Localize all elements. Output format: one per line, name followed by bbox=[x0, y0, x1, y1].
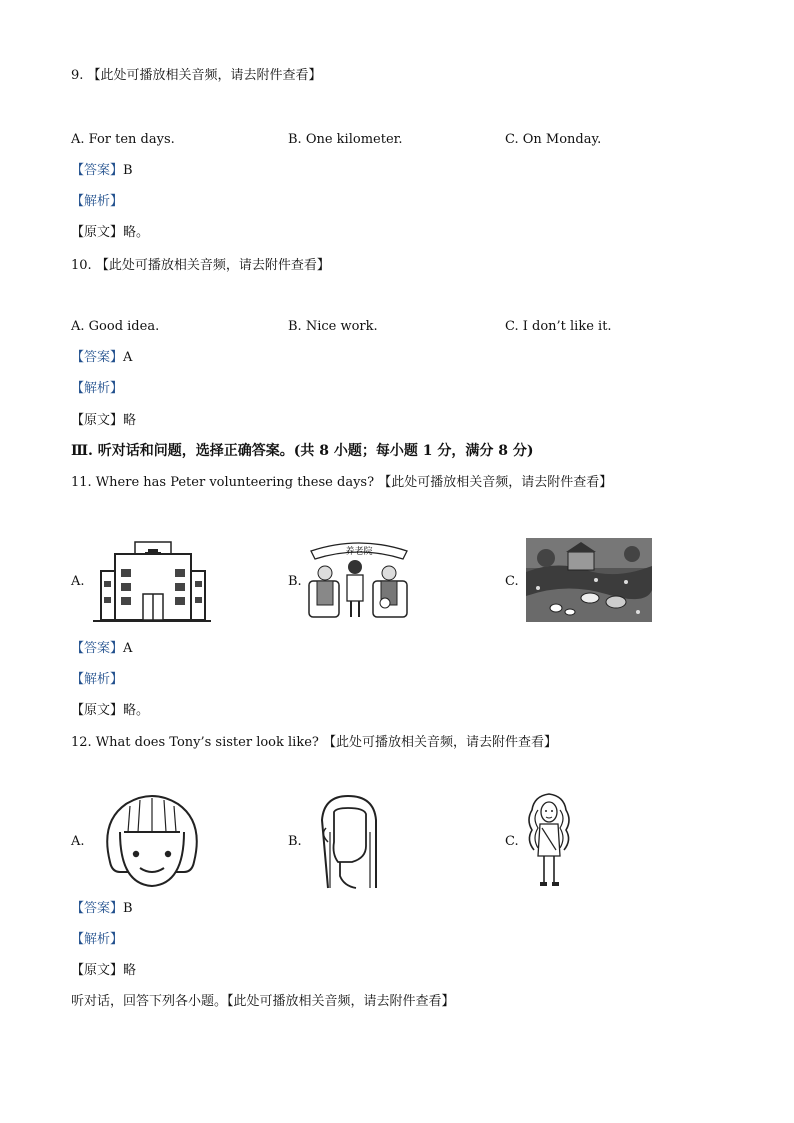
q10-original bbox=[71, 412, 136, 430]
q9-option-c: C. On Monday. bbox=[505, 132, 602, 147]
original-label: 【原文】 bbox=[71, 963, 124, 978]
q11-answer bbox=[71, 640, 132, 658]
q10-option-a: A. Good idea. bbox=[71, 319, 160, 334]
answer-label: 【答案】 bbox=[71, 163, 124, 178]
q12-original bbox=[71, 962, 136, 980]
q10-answer bbox=[71, 349, 132, 367]
q12-option-b: B. bbox=[288, 834, 302, 849]
q12-stem bbox=[71, 734, 557, 752]
q9-original-text: 略。 bbox=[123, 225, 150, 240]
q12-option-a: A. bbox=[71, 834, 85, 849]
q12-analysis-label: 【解析】 bbox=[71, 932, 124, 947]
q10-original-text: 略 bbox=[123, 413, 137, 428]
q11-audio-link[interactable]: 【此处可播放相关音频，请去附件查看】 bbox=[378, 475, 613, 490]
q12-audio-link[interactable]: 【此处可播放相关音频，请去附件查看】 bbox=[323, 735, 558, 750]
group-audio-link[interactable]: 【此处可播放相关音频，请去附件查看】 bbox=[227, 994, 455, 1009]
q10-answer-value: A bbox=[123, 350, 133, 365]
original-label: 【原文】 bbox=[71, 703, 124, 718]
group-instruction-text: 听对话，回答下列各小题。 bbox=[71, 994, 228, 1009]
original-label: 【原文】 bbox=[71, 413, 124, 428]
q9-audio-link[interactable]: 【此处可播放相关音频，请去附件查看】 bbox=[87, 68, 322, 83]
short-hair-girl-image bbox=[96, 792, 208, 890]
q9-analysis-label: 【解析】 bbox=[71, 194, 124, 209]
q11-analysis-label: 【解析】 bbox=[71, 672, 124, 687]
q9-stem bbox=[71, 67, 322, 85]
curly-hair-girl-image bbox=[524, 790, 574, 890]
answer-label: 【答案】 bbox=[71, 901, 124, 916]
q9-answer bbox=[71, 162, 133, 180]
farm-image bbox=[526, 538, 652, 622]
original-label: 【原文】 bbox=[71, 225, 124, 240]
hospital-image bbox=[93, 539, 211, 623]
nursing-home-image bbox=[303, 537, 415, 621]
q10-option-b: B. Nice work. bbox=[288, 319, 378, 334]
q12-original-text: 略 bbox=[123, 963, 137, 978]
q10-stem bbox=[71, 257, 330, 275]
q10-option-c: C. I don’t like it. bbox=[505, 319, 612, 334]
q9-option-b: B. One kilometer. bbox=[288, 132, 403, 147]
q10-number: 10. bbox=[71, 258, 92, 273]
q9-answer-value: B bbox=[123, 163, 133, 178]
q9-number: 9. bbox=[71, 68, 84, 83]
long-hair-girl-image bbox=[316, 792, 382, 892]
q11-option-c: C. bbox=[505, 574, 519, 589]
q11-original bbox=[71, 702, 149, 720]
q12-answer bbox=[71, 900, 133, 918]
answer-label: 【答案】 bbox=[71, 641, 124, 656]
q9-option-a: A. For ten days. bbox=[71, 132, 175, 147]
q10-analysis-label: 【解析】 bbox=[71, 381, 124, 396]
q9-original bbox=[71, 224, 149, 242]
q12-question: 12. What does Tony’s sister look like? bbox=[71, 735, 319, 750]
q11-option-b: B. bbox=[288, 574, 302, 589]
q11-question: 11. Where has Peter volunteering these days? bbox=[71, 475, 375, 490]
answer-label: 【答案】 bbox=[71, 350, 124, 365]
q11-answer-value: A bbox=[123, 641, 133, 656]
q12-option-c: C. bbox=[505, 834, 519, 849]
group-instruction bbox=[71, 993, 455, 1011]
q11-original-text: 略。 bbox=[123, 703, 150, 718]
q12-answer-value: B bbox=[123, 901, 133, 916]
q11-stem bbox=[71, 474, 612, 492]
section-3-title: Ⅲ. 听对话和问题，选择正确答案。(共 8 小题；每小题 1 分，满分 8 分) bbox=[71, 443, 534, 459]
q10-audio-link[interactable]: 【此处可播放相关音频，请去附件查看】 bbox=[95, 258, 330, 273]
nursing-home-sign: 养老院 bbox=[345, 547, 373, 557]
q11-option-a: A. bbox=[71, 574, 85, 589]
